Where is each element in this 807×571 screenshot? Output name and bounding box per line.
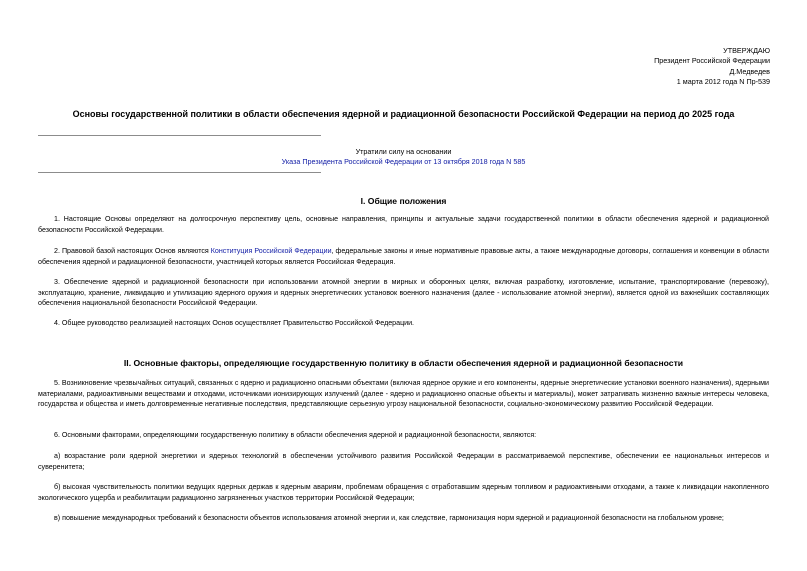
section-heading-2: II. Основные факторы, определяющие государственную политику в области обеспечения ядерной и радиационной безопасности bbox=[123, 358, 684, 368]
paragraph-c bbox=[38, 513, 769, 524]
paragraph-1 bbox=[38, 214, 769, 235]
paragraph-a-text: а) возрастание роли ядерной энергетики и ядерных технологий в обеспечении устойчивого развития Российской Федерации в рассматриваемой перспективе, обеспечении ее национальных интересов и суверенитета; bbox=[38, 452, 769, 471]
paragraph-3-text: 3. Обеспечение ядерной и радиационной безопасности при использовании атомной энергии в мирных и оборонных целях, включая разработку, изготовление, испытание, транспортирование (перевозку), эксплуатацию, хранение, ликвидацию и утилизацию ядерного оружия и ядерных энергетических установок военного назначения (далее - использование атомной энергии), является одной из важнейших составляющих обеспечения национальной безопасности Российской Федерации. bbox=[38, 278, 769, 308]
paragraph-2-text-start: 2. Правовой базой настоящих Основ являются bbox=[54, 247, 211, 255]
approval-date: 1 марта 2012 года N Пр-539 bbox=[676, 77, 770, 87]
document-title: Основы государственной политики в области обеспечения ядерной и радиационной безопасности Российской Федерации на период до 2025 года bbox=[72, 109, 735, 119]
constitution-link[interactable]: Конституция Российской Федерации bbox=[210, 247, 332, 255]
approval-block bbox=[654, 46, 770, 88]
paragraph-b-text: б) высокая чувствительность политики ведущих ядерных держав к ядерным авариям, проблемам обращения с отработавшим ядерным топливом и радиоактивными отходами, а также к ликвидации накопленного экологического ущерба и реабилитации радиационно загрязненных участков территории Российской Федерации; bbox=[38, 483, 769, 502]
paragraph-c-text: в) повышение международных требований к безопасности объектов использования атомной энергии и, как следствие, гармонизация норм ядерной и радиационной безопасности на глобальном уровне; bbox=[54, 514, 724, 522]
approval-signatory: Д.Медведев bbox=[729, 66, 770, 76]
approval-position: Президент Российской Федерации bbox=[654, 56, 770, 66]
paragraph-6 bbox=[38, 430, 769, 441]
paragraph-3 bbox=[38, 277, 769, 309]
section-heading-1: I. Общие положения bbox=[360, 196, 447, 206]
paragraph-4 bbox=[38, 318, 769, 329]
divider-bottom bbox=[38, 172, 321, 173]
status-note: Утратили силу на основании bbox=[355, 147, 452, 156]
paragraph-a bbox=[38, 451, 769, 472]
paragraph-6-text: 6. Основными факторами, определяющими государственную политику в области обеспечения ядерной и радиационной безопасности, являются: bbox=[54, 431, 537, 439]
status-note-link[interactable]: Указа Президента Российской Федерации от 13 октября 2018 года N 585 bbox=[281, 157, 526, 166]
paragraph-2-text-end: , федеральные законы и иные нормативные правовые акты, а также международные договоры, соглашения и конвенции в области обеспечения ядерной и радиационной безопасности, участницей которых является Российская Федерация. bbox=[38, 247, 769, 266]
approval-heading: УТВЕРЖДАЮ bbox=[723, 46, 770, 55]
paragraph-2 bbox=[38, 246, 769, 267]
paragraph-b bbox=[38, 482, 769, 503]
divider-top bbox=[38, 135, 321, 136]
paragraph-1-text: 1. Настоящие Основы определяют на долгосрочную перспективу цель, основные направления, принципы и актуальные задачи государственной политики в области обеспечения ядерной и радиационной безопасности Российской Федерации. bbox=[38, 215, 769, 234]
paragraph-4-text: 4. Общее руководство реализацией настоящих Основ осуществляет Правительство Российской Федерации. bbox=[54, 319, 415, 327]
paragraph-5-text: 5. Возникновение чрезвычайных ситуаций, связанных с ядерно и радиационно опасными объектами (включая ядерное оружие и его компоненты, ядерные энергетические установки военного назначения), ядерными материалами, радиоактивными веществами и отходами, источниками ионизирующих излучений (далее - ядерно и радиационно опасные объекты и материалы), может затрагивать жизненно важные интересы человека, государства и общества и иметь долговременные негативные последствия, представляющие серьезную угрозу национальной безопасности, социально-экономическому развитию Российской Федерации. bbox=[38, 379, 769, 409]
paragraph-5 bbox=[38, 378, 769, 410]
